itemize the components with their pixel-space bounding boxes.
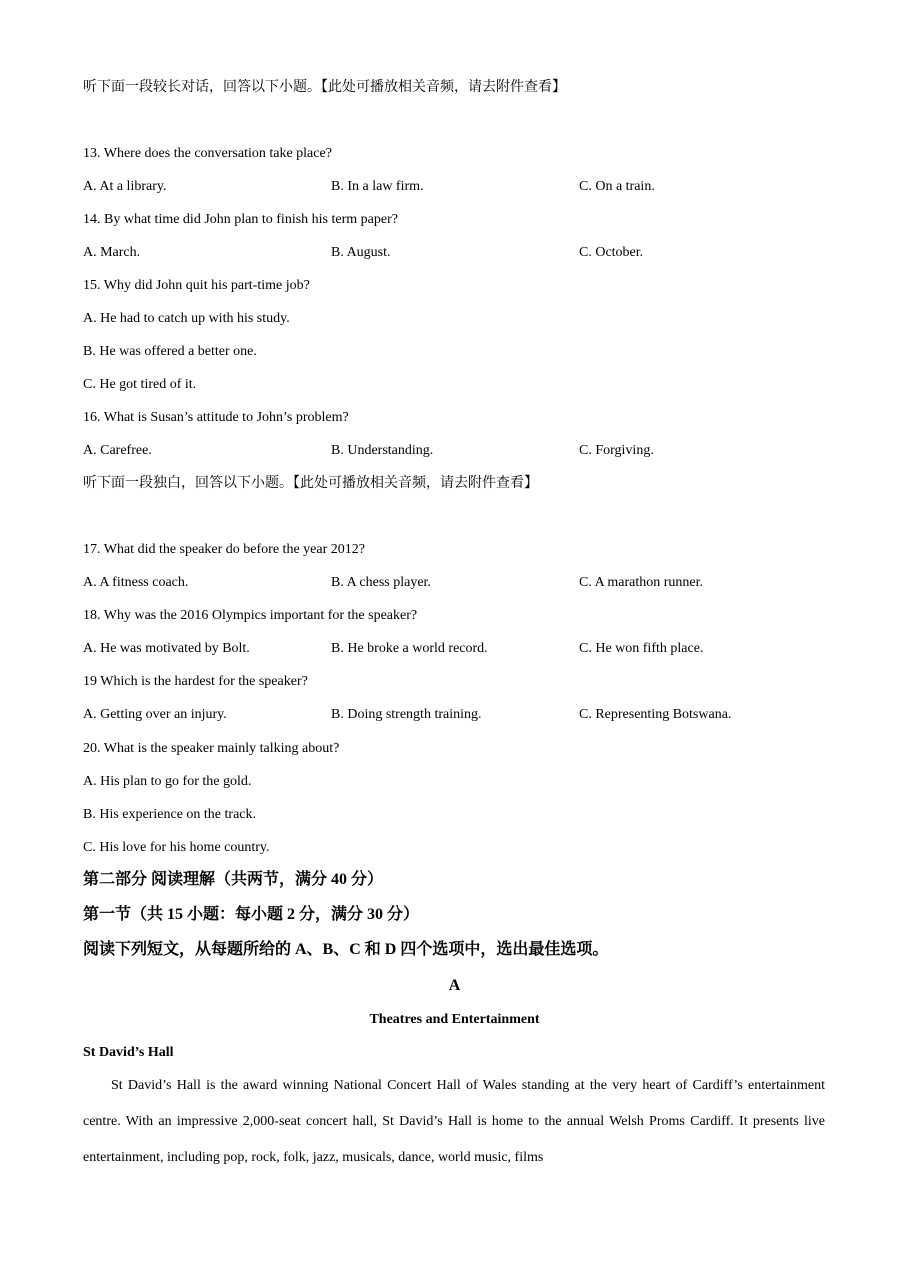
q15-option-a: A. He had to catch up with his study.	[83, 311, 290, 326]
part2-heading: 第二部分 阅读理解（共两节，满分 40 分）	[83, 871, 384, 888]
q18-option-b: B. He broke a world record.	[331, 641, 488, 656]
q20-option-c: C. His love for his home country.	[83, 840, 270, 855]
q20-option-b: B. His experience on the track.	[83, 807, 256, 822]
q19-option-b: B. Doing strength training.	[331, 707, 482, 722]
q18-option-c: C. He won fifth place.	[579, 641, 704, 656]
listening-intro-long: 听下面一段较长对话，回答以下小题。【此处可播放相关音频，请去附件查看】	[83, 80, 566, 95]
q13-option-b: B. In a law firm.	[331, 179, 424, 194]
passage-letter: A	[448, 977, 461, 994]
q16-option-b: B. Understanding.	[331, 443, 434, 458]
q17-option-b: B. A chess player.	[331, 575, 431, 590]
q17-option-c: C. A marathon runner.	[579, 575, 704, 590]
q20-option-a: A. His plan to go for the gold.	[83, 774, 252, 789]
q14-option-a: A. March.	[83, 245, 141, 260]
venue-heading: St David’s Hall	[83, 1045, 174, 1060]
q14-option-b: B. August.	[331, 245, 391, 260]
q19-option-c: C. Representing Botswana.	[579, 707, 732, 722]
question-14: 14. By what time did John plan to finish his term paper?	[83, 212, 398, 227]
question-18: 18. Why was the 2016 Olympics important for the speaker?	[83, 608, 418, 623]
venue-paragraph: St David’s Hall is the award winning National Concert Hall of Wales standing at the very heart of Cardiff’s entertainment centre. With an impressive 2,000-seat concert hall, St David’s Hall is home to the annual Welsh Proms Cardiff. It presents live entertainment, including pop, rock, folk, jazz, musicals, dance, world music, films	[83, 1078, 825, 1165]
question-15: 15. Why did John quit his part-time job?	[83, 278, 310, 293]
section1-heading: 第一节（共 15 小题：每小题 2 分，满分 30 分）	[83, 906, 420, 923]
question-13: 13. Where does the conversation take place?	[83, 146, 332, 161]
listening-intro-monologue: 听下面一段独白，回答以下小题。【此处可播放相关音频，请去附件查看】	[83, 476, 538, 491]
q13-option-c: C. On a train.	[579, 179, 655, 194]
q17-option-a: A. A fitness coach.	[83, 575, 189, 590]
q16-option-c: C. Forgiving.	[579, 443, 654, 458]
reading-instruction: 阅读下列短文，从每题所给的 A、B、C 和 D 四个选项中，选出最佳选项。	[83, 941, 609, 958]
question-17: 17. What did the speaker do before the year 2012?	[83, 542, 365, 557]
q18-option-a: A. He was motivated by Bolt.	[83, 641, 250, 656]
passage-title: Theatres and Entertainment	[369, 1012, 540, 1027]
q16-option-a: A. Carefree.	[83, 443, 152, 458]
question-16: 16. What is Susan’s attitude to John’s problem?	[83, 410, 349, 425]
question-19: 19 Which is the hardest for the speaker?	[83, 674, 308, 689]
q15-option-c: C. He got tired of it.	[83, 377, 197, 392]
q19-option-a: A. Getting over an injury.	[83, 707, 227, 722]
q13-option-a: A. At a library.	[83, 179, 167, 194]
q14-option-c: C. October.	[579, 245, 644, 260]
question-20: 20. What is the speaker mainly talking about?	[83, 741, 340, 756]
q15-option-b: B. He was offered a better one.	[83, 344, 257, 359]
